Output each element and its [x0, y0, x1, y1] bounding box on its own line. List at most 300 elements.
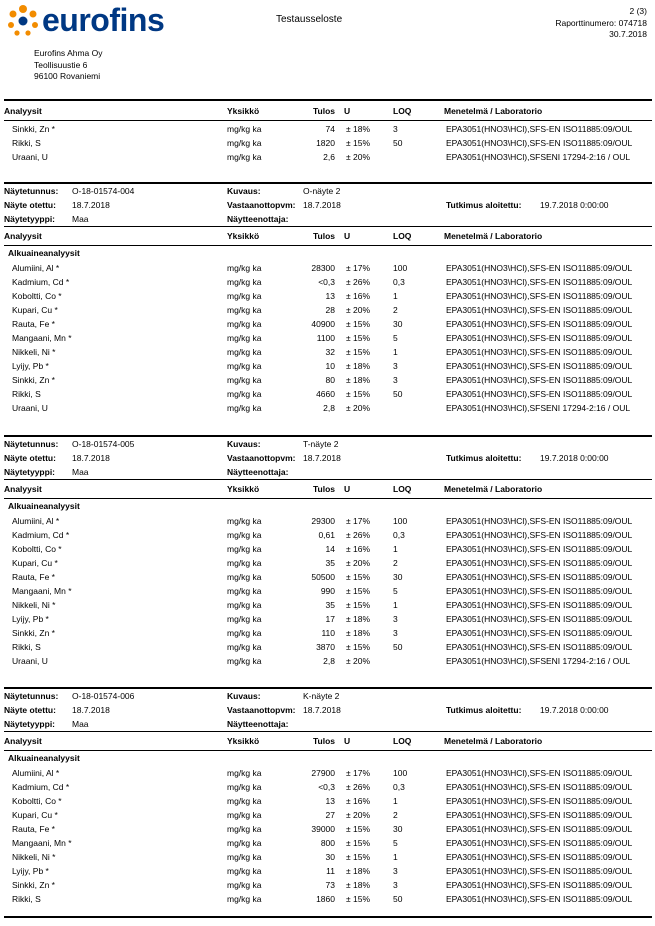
- unit-cell: mg/kg ka: [227, 291, 262, 301]
- group-title: Alkuaineanalyysit: [8, 248, 80, 258]
- unit-cell: mg/kg ka: [227, 152, 262, 162]
- result-cell: 28: [325, 305, 335, 315]
- result-cell: 1820: [316, 138, 335, 148]
- column-header-unit: Yksikkö: [227, 231, 260, 241]
- result-cell: 14: [325, 544, 335, 554]
- column-header-analyses: Analyysit: [4, 736, 42, 746]
- column-header-row: [0, 484, 655, 498]
- sample-type-value: Maa: [72, 214, 89, 224]
- uncertainty-cell: ± 20%: [346, 810, 371, 820]
- analyte-name: Kupari, Cu *: [12, 810, 58, 820]
- divider: [4, 226, 652, 227]
- divider: [4, 479, 652, 480]
- table-row: [0, 642, 655, 656]
- sample-meta-row: [0, 439, 655, 453]
- table-row: [0, 305, 655, 319]
- received-label: Vastaanottopvm:: [227, 453, 296, 463]
- uncertainty-cell: ± 20%: [346, 152, 371, 162]
- uncertainty-cell: ± 15%: [346, 347, 371, 357]
- loq-cell: 100: [393, 768, 408, 778]
- analyte-name: Mangaani, Mn *: [12, 333, 72, 343]
- result-cell: 74: [325, 124, 335, 134]
- loq-cell: 5: [393, 586, 398, 596]
- result-cell: 73: [325, 880, 335, 890]
- loq-cell: 0,3: [393, 782, 405, 792]
- sample-id-value: O-18-01574-004: [72, 186, 135, 196]
- unit-cell: mg/kg ka: [227, 333, 262, 343]
- loq-cell: 3: [393, 628, 398, 638]
- loq-cell: 1: [393, 852, 398, 862]
- uncertainty-cell: ± 15%: [346, 824, 371, 834]
- method-cell: EPA3051(HNO3\HCl),SFS-EN ISO11885:09/OUL: [446, 810, 633, 820]
- table-row: [0, 586, 655, 600]
- loq-cell: 1: [393, 291, 398, 301]
- sample-type-label: Näytetyyppi:: [4, 467, 56, 477]
- method-cell: EPA3051(HNO3\HCl),SFS-EN ISO11885:09/OUL: [446, 880, 633, 890]
- unit-cell: mg/kg ka: [227, 347, 262, 357]
- started-label: Tutkimus aloitettu:: [446, 200, 522, 210]
- column-header-analyses: Analyysit: [4, 484, 42, 494]
- result-cell: 990: [320, 586, 335, 596]
- sampler-label: Näytteenottaja:: [227, 214, 289, 224]
- table-row: [0, 277, 655, 291]
- column-header-unit: Yksikkö: [227, 106, 260, 116]
- unit-cell: mg/kg ka: [227, 586, 262, 596]
- received-label: Vastaanottopvm:: [227, 200, 296, 210]
- method-cell: EPA3051(HNO3\HCl),SFS-EN ISO11885:09/OUL: [446, 319, 633, 329]
- method-cell: EPA3051(HNO3\HCl),SFS-EN ISO11885:09/OUL: [446, 558, 633, 568]
- uncertainty-cell: ± 18%: [346, 361, 371, 371]
- unit-cell: mg/kg ka: [227, 810, 262, 820]
- analyte-name: Rauta, Fe *: [12, 824, 55, 834]
- analyte-name: Kadmium, Cd *: [12, 530, 70, 540]
- table-row: [0, 138, 655, 152]
- uncertainty-cell: ± 15%: [346, 586, 371, 596]
- table-row: [0, 333, 655, 347]
- analyte-name: Rikki, S: [12, 894, 41, 904]
- uncertainty-cell: ± 15%: [346, 138, 371, 148]
- sampled-value: 18.7.2018: [72, 453, 110, 463]
- sample-meta-row: [0, 453, 655, 467]
- uncertainty-cell: ± 15%: [346, 319, 371, 329]
- analyte-name: Nikkeli, Ni *: [12, 600, 56, 610]
- column-header-result: Tulos: [313, 736, 336, 746]
- analyte-name: Uraani, U: [12, 152, 48, 162]
- loq-cell: 3: [393, 124, 398, 134]
- sampler-label: Näytteenottaja:: [227, 467, 289, 477]
- method-cell: EPA3051(HNO3\HCl),SFS-EN ISO11885:09/OUL: [446, 375, 633, 385]
- result-cell: 17: [325, 614, 335, 624]
- analyte-name: Rauta, Fe *: [12, 319, 55, 329]
- method-cell: EPA3051(HNO3\HCl),SFS-EN ISO11885:09/OUL: [446, 824, 633, 834]
- sample-id-value: O-18-01574-005: [72, 439, 135, 449]
- result-cell: 2,8: [323, 403, 335, 413]
- received-label: Vastaanottopvm:: [227, 705, 296, 715]
- unit-cell: mg/kg ka: [227, 642, 262, 652]
- analyte-name: Alumiini, Al *: [12, 516, 60, 526]
- divider: [4, 245, 652, 246]
- result-cell: 40900: [311, 319, 335, 329]
- sampled-value: 18.7.2018: [72, 705, 110, 715]
- method-cell: EPA3051(HNO3\HCl),SFS-EN ISO11885:09/OUL: [446, 642, 633, 652]
- unit-cell: mg/kg ka: [227, 375, 262, 385]
- column-header-result: Tulos: [313, 484, 336, 494]
- uncertainty-cell: ± 15%: [346, 389, 371, 399]
- method-cell: EPA3051(HNO3\HCl),SFS-EN ISO11885:09/OUL: [446, 305, 633, 315]
- method-cell: EPA3051(HNO3\HCl),SFS-EN ISO11885:09/OUL: [446, 347, 633, 357]
- unit-cell: mg/kg ka: [227, 263, 262, 273]
- divider: [4, 731, 652, 732]
- unit-cell: mg/kg ka: [227, 824, 262, 834]
- uncertainty-cell: ± 17%: [346, 263, 371, 273]
- result-cell: 50500: [311, 572, 335, 582]
- loq-cell: 3: [393, 880, 398, 890]
- report-number: Raporttinumero: 074718: [555, 17, 647, 28]
- description-value: O-näyte 2: [303, 186, 341, 196]
- uncertainty-cell: ± 18%: [346, 866, 371, 876]
- unit-cell: mg/kg ka: [227, 530, 262, 540]
- description-label: Kuvaus:: [227, 186, 261, 196]
- uncertainty-cell: ± 16%: [346, 544, 371, 554]
- sample-id-label: Näytetunnus:: [4, 186, 59, 196]
- result-cell: 2,6: [323, 152, 335, 162]
- logo-dots-icon: [6, 4, 40, 38]
- result-cell: 13: [325, 291, 335, 301]
- result-cell: 32: [325, 347, 335, 357]
- result-cell: 39000: [311, 824, 335, 834]
- analyte-name: Koboltti, Co *: [12, 544, 62, 554]
- result-cell: 35: [325, 558, 335, 568]
- sample-meta-row: [0, 186, 655, 200]
- divider: [4, 687, 652, 689]
- result-cell: 800: [320, 838, 335, 848]
- loq-cell: 1: [393, 544, 398, 554]
- analyte-name: Uraani, U: [12, 403, 48, 413]
- table-row: [0, 319, 655, 333]
- analyte-name: Nikkeli, Ni *: [12, 852, 56, 862]
- loq-cell: 30: [393, 319, 403, 329]
- sample-meta-row: [0, 691, 655, 705]
- column-header-method: Menetelmä / Laboratorio: [444, 231, 543, 241]
- method-cell: EPA3051(HNO3\HCl),SFS-EN ISO11885:09/OUL: [446, 572, 633, 582]
- table-row: [0, 558, 655, 572]
- uncertainty-cell: ± 15%: [346, 642, 371, 652]
- analyte-name: Rikki, S: [12, 138, 41, 148]
- result-cell: 27: [325, 810, 335, 820]
- loq-cell: 5: [393, 838, 398, 848]
- uncertainty-cell: ± 15%: [346, 333, 371, 343]
- result-cell: 30: [325, 852, 335, 862]
- table-row: [0, 124, 655, 138]
- unit-cell: mg/kg ka: [227, 403, 262, 413]
- started-value: 19.7.2018 0:00:00: [540, 705, 609, 715]
- column-header-analyses: Analyysit: [4, 231, 42, 241]
- column-header-u: U: [344, 231, 351, 241]
- table-row: [0, 572, 655, 586]
- address-line: 96100 Rovaniemi: [34, 71, 101, 81]
- sample-type-label: Näytetyyppi:: [4, 719, 56, 729]
- column-header-loq: LOQ: [393, 484, 412, 494]
- sampled-value: 18.7.2018: [72, 200, 110, 210]
- analyte-name: Alumiini, Al *: [12, 263, 60, 273]
- loq-cell: 2: [393, 810, 398, 820]
- result-cell: 80: [325, 375, 335, 385]
- loq-cell: 2: [393, 558, 398, 568]
- method-cell: EPA3051(HNO3\HCl),SFS-EN ISO11885:09/OUL: [446, 138, 633, 148]
- analyte-name: Lyijy, Pb *: [12, 361, 49, 371]
- method-cell: EPA3051(HNO3\HCl),SFS-EN ISO11885:09/OUL: [446, 852, 633, 862]
- loq-cell: 50: [393, 642, 403, 652]
- divider: [4, 498, 652, 499]
- table-row: [0, 768, 655, 782]
- unit-cell: mg/kg ka: [227, 628, 262, 638]
- table-row: [0, 544, 655, 558]
- result-cell: 1860: [316, 894, 335, 904]
- analyte-name: Mangaani, Mn *: [12, 838, 72, 848]
- sample-id-label: Näytetunnus:: [4, 439, 59, 449]
- column-header-result: Tulos: [313, 106, 336, 116]
- table-row: [0, 796, 655, 810]
- method-cell: EPA3051(HNO3\HCl),SFS-EN ISO11885:09/OUL: [446, 389, 633, 399]
- method-cell: EPA3051(HNO3\HCl),SFSENI 17294-2:16 / OUL: [446, 403, 631, 413]
- table-row: [0, 152, 655, 166]
- brand-name: eurofins: [42, 2, 165, 38]
- analyte-name: Mangaani, Mn *: [12, 586, 72, 596]
- loq-cell: 30: [393, 572, 403, 582]
- table-row: [0, 628, 655, 642]
- loq-cell: 0,3: [393, 277, 405, 287]
- group-title: Alkuaineanalyysit: [8, 753, 80, 763]
- table-row: [0, 600, 655, 614]
- received-value: 18.7.2018: [303, 200, 341, 210]
- result-cell: 4660: [316, 389, 335, 399]
- table-row: [0, 347, 655, 361]
- description-value: T-näyte 2: [303, 439, 339, 449]
- divider: [4, 120, 652, 121]
- column-header-unit: Yksikkö: [227, 484, 260, 494]
- sample-type-value: Maa: [72, 467, 89, 477]
- loq-cell: 50: [393, 894, 403, 904]
- uncertainty-cell: ± 18%: [346, 375, 371, 385]
- method-cell: EPA3051(HNO3\HCl),SFS-EN ISO11885:09/OUL: [446, 124, 633, 134]
- uncertainty-cell: ± 15%: [346, 894, 371, 904]
- analyte-name: Alumiini, Al *: [12, 768, 60, 778]
- analyte-name: Kupari, Cu *: [12, 305, 58, 315]
- analyte-name: Lyijy, Pb *: [12, 614, 49, 624]
- uncertainty-cell: ± 15%: [346, 572, 371, 582]
- method-cell: EPA3051(HNO3\HCl),SFS-EN ISO11885:09/OUL: [446, 516, 633, 526]
- method-cell: EPA3051(HNO3\HCl),SFS-EN ISO11885:09/OUL: [446, 291, 633, 301]
- result-cell: 35: [325, 600, 335, 610]
- divider: [4, 182, 652, 184]
- loq-cell: 50: [393, 389, 403, 399]
- unit-cell: mg/kg ka: [227, 572, 262, 582]
- result-cell: <0,3: [318, 782, 335, 792]
- unit-cell: mg/kg ka: [227, 796, 262, 806]
- loq-cell: 2: [393, 305, 398, 315]
- table-row: [0, 852, 655, 866]
- result-cell: 0,61: [318, 530, 335, 540]
- sampled-label: Näyte otettu:: [4, 200, 56, 210]
- method-cell: EPA3051(HNO3\HCl),SFS-EN ISO11885:09/OUL: [446, 361, 633, 371]
- column-header-unit: Yksikkö: [227, 736, 260, 746]
- analyte-name: Sinkki, Zn *: [12, 375, 55, 385]
- method-cell: EPA3051(HNO3\HCl),SFS-EN ISO11885:09/OUL: [446, 782, 633, 792]
- table-row: [0, 782, 655, 796]
- loq-cell: 5: [393, 333, 398, 343]
- method-cell: EPA3051(HNO3\HCl),SFS-EN ISO11885:09/OUL: [446, 768, 633, 778]
- analyte-name: Koboltti, Co *: [12, 291, 62, 301]
- analyte-name: Lyijy, Pb *: [12, 866, 49, 876]
- divider: [4, 99, 652, 101]
- sample-type-label: Näytetyyppi:: [4, 214, 56, 224]
- result-cell: 3870: [316, 642, 335, 652]
- loq-cell: 3: [393, 866, 398, 876]
- method-cell: EPA3051(HNO3\HCl),SFS-EN ISO11885:09/OUL: [446, 277, 633, 287]
- unit-cell: mg/kg ka: [227, 614, 262, 624]
- table-row: [0, 614, 655, 628]
- analyte-name: Sinkki, Zn *: [12, 880, 55, 890]
- table-row: [0, 530, 655, 544]
- description-value: K-näyte 2: [303, 691, 340, 701]
- table-row: [0, 291, 655, 305]
- method-cell: EPA3051(HNO3\HCl),SFS-EN ISO11885:09/OUL: [446, 263, 633, 273]
- method-cell: EPA3051(HNO3\HCl),SFS-EN ISO11885:09/OUL: [446, 838, 633, 848]
- unit-cell: mg/kg ka: [227, 600, 262, 610]
- table-row: [0, 866, 655, 880]
- uncertainty-cell: ± 26%: [346, 277, 371, 287]
- unit-cell: mg/kg ka: [227, 516, 262, 526]
- column-header-analyses: Analyysit: [4, 106, 42, 116]
- uncertainty-cell: ± 17%: [346, 768, 371, 778]
- column-header-row: [0, 106, 655, 120]
- analyte-name: Sinkki, Zn *: [12, 124, 55, 134]
- uncertainty-cell: ± 16%: [346, 796, 371, 806]
- sample-meta-row: [0, 200, 655, 214]
- report-date: 30.7.2018: [609, 29, 647, 39]
- method-cell: EPA3051(HNO3\HCl),SFS-EN ISO11885:09/OUL: [446, 600, 633, 610]
- unit-cell: mg/kg ka: [227, 361, 262, 371]
- result-cell: 2,8: [323, 656, 335, 666]
- unit-cell: mg/kg ka: [227, 124, 262, 134]
- loq-cell: 30: [393, 824, 403, 834]
- address-line: Teollisuustie 6: [34, 59, 88, 70]
- uncertainty-cell: ± 26%: [346, 782, 371, 792]
- table-row: [0, 824, 655, 838]
- uncertainty-cell: ± 17%: [346, 516, 371, 526]
- uncertainty-cell: ± 18%: [346, 124, 371, 134]
- column-header-method: Menetelmä / Laboratorio: [444, 484, 543, 494]
- result-cell: <0,3: [318, 277, 335, 287]
- unit-cell: mg/kg ka: [227, 880, 262, 890]
- result-cell: 29300: [311, 516, 335, 526]
- analyte-name: Nikkeli, Ni *: [12, 347, 56, 357]
- result-cell: 10: [325, 361, 335, 371]
- received-value: 18.7.2018: [303, 705, 341, 715]
- address-line: Eurofins Ahma Oy: [34, 48, 103, 58]
- unit-cell: mg/kg ka: [227, 319, 262, 329]
- table-row: [0, 361, 655, 375]
- received-value: 18.7.2018: [303, 453, 341, 463]
- column-header-loq: LOQ: [393, 106, 412, 116]
- method-cell: EPA3051(HNO3\HCl),SFS-EN ISO11885:09/OUL: [446, 628, 633, 638]
- analyte-name: Koboltti, Co *: [12, 796, 62, 806]
- method-cell: EPA3051(HNO3\HCl),SFS-EN ISO11885:09/OUL: [446, 530, 633, 540]
- method-cell: EPA3051(HNO3\HCl),SFS-EN ISO11885:09/OUL: [446, 866, 633, 876]
- unit-cell: mg/kg ka: [227, 558, 262, 568]
- divider: [4, 750, 652, 751]
- unit-cell: mg/kg ka: [227, 656, 262, 666]
- method-cell: EPA3051(HNO3\HCl),SFS-EN ISO11885:09/OUL: [446, 544, 633, 554]
- loq-cell: 3: [393, 375, 398, 385]
- uncertainty-cell: ± 15%: [346, 852, 371, 862]
- loq-cell: 100: [393, 516, 408, 526]
- table-row: [0, 838, 655, 852]
- column-header-u: U: [344, 106, 351, 116]
- eurofins-logo: [6, 4, 176, 40]
- result-cell: 28300: [311, 263, 335, 273]
- loq-cell: 100: [393, 263, 408, 273]
- uncertainty-cell: ± 26%: [346, 530, 371, 540]
- column-header-method: Menetelmä / Laboratorio: [444, 106, 543, 116]
- column-header-row: [0, 231, 655, 245]
- uncertainty-cell: ± 15%: [346, 600, 371, 610]
- unit-cell: mg/kg ka: [227, 838, 262, 848]
- lab-address: [34, 48, 103, 83]
- uncertainty-cell: ± 15%: [346, 838, 371, 848]
- sampled-label: Näyte otettu:: [4, 453, 56, 463]
- result-cell: 27900: [311, 768, 335, 778]
- uncertainty-cell: ± 16%: [346, 291, 371, 301]
- loq-cell: 1: [393, 796, 398, 806]
- result-cell: 11: [326, 866, 335, 876]
- result-cell: 110: [321, 628, 335, 638]
- started-label: Tutkimus aloitettu:: [446, 705, 522, 715]
- unit-cell: mg/kg ka: [227, 782, 262, 792]
- table-row: [0, 810, 655, 824]
- analyte-name: Kadmium, Cd *: [12, 277, 70, 287]
- unit-cell: mg/kg ka: [227, 389, 262, 399]
- analyte-name: Sinkki, Zn *: [12, 628, 55, 638]
- analyte-name: Rikki, S: [12, 642, 41, 652]
- sample-id-value: O-18-01574-006: [72, 691, 135, 701]
- loq-cell: 0,3: [393, 530, 405, 540]
- unit-cell: mg/kg ka: [227, 768, 262, 778]
- table-row: [0, 375, 655, 389]
- uncertainty-cell: ± 20%: [346, 656, 371, 666]
- uncertainty-cell: ± 18%: [346, 614, 371, 624]
- method-cell: EPA3051(HNO3\HCl),SFS-EN ISO11885:09/OUL: [446, 614, 633, 624]
- column-header-loq: LOQ: [393, 736, 412, 746]
- method-cell: EPA3051(HNO3\HCl),SFSENI 17294-2:16 / OUL: [446, 152, 631, 162]
- table-row: [0, 880, 655, 894]
- page-number: 2 (3): [629, 6, 647, 16]
- loq-cell: 50: [393, 138, 403, 148]
- analyte-name: Rauta, Fe *: [12, 572, 55, 582]
- method-cell: EPA3051(HNO3\HCl),SFS-EN ISO11885:09/OUL: [446, 796, 633, 806]
- loq-cell: 3: [393, 361, 398, 371]
- started-value: 19.7.2018 0:00:00: [540, 453, 609, 463]
- description-label: Kuvaus:: [227, 691, 261, 701]
- unit-cell: mg/kg ka: [227, 866, 262, 876]
- unit-cell: mg/kg ka: [227, 544, 262, 554]
- sampled-label: Näyte otettu:: [4, 705, 56, 715]
- table-row: [0, 656, 655, 670]
- loq-cell: 1: [393, 600, 398, 610]
- analyte-name: Rikki, S: [12, 389, 41, 399]
- column-header-row: [0, 736, 655, 750]
- method-cell: EPA3051(HNO3\HCl),SFS-EN ISO11885:09/OUL: [446, 333, 633, 343]
